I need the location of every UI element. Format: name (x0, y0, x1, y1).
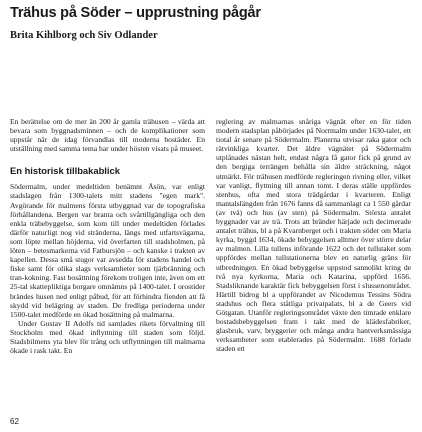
right-column (216, 117, 411, 353)
article-title: Trähus på Söder – upprustning pågår (10, 5, 261, 21)
body-paragraph: reglering av malmarnas snåriga vägnät efter en för tiden modern stadsplan påbörjades på Norrmalm under 1630-talet, ett tiotal år senare på Södermalm. Planerna utvisar raka gator och rätvinkliga kvarter. Det äldre vägnätet på Södermalm utplånades nästan helt, endast några få gator fick på grund av den bergiga terrängen behålla sin äldre sträckning, något utmärkt. För trähusen medförde regleringen rivning eller, vilket var vanligt, flyttning till annan tomt. I deras ställe uppfördes stenhus, ofta med stora trädgårdar i kvarteren. Enligt mantalslängden från 1676 fanns då sammanlagt ca 1 550 gårdar (av tvä) och hus (av sten) på Södermalm. Största antalet byggnader var av trä. Trots att bränder härjade och decimerade antalet trähus, bl a på Kvarnberget och i trakten söder om Maria kyrka, byggd 1634, ökade bebyggelsen alltmer över större delar av malmen. Lilla tullens införande 1622 och det tullstaket som uppfördes mellan tullstationerna blev en naturlig gräns för utbredningen. En ökad bebyggelse uppstod sannolikt kring de två nya kyrkorna, Maria och Katarina, uppförd 1656. Stadsliknande karaktär fick bebyggelsen först i slussenområdet. Härtill bidrog bl a uppförandet av Nicodemus Tessins Södra stadshus och flera ståtliga privatpalats, bl a de Geers vid Götgatan. Utanför regleringsområdet växte den timrade enklare bostadsbebyggelsen fram i takt med de klädesfabriker, glasbruk, varv, bryggerier och många andra hantverksmässiga verksamheter som etablerades på Södermalm. 1688 förlade staden ett (216, 117, 411, 354)
intro-paragraph: En berättelse om de mer än 200 år gamla trähusen – värda att bevara som byggnadsminnen – och de komplikationer som uppstår när de idag förvandlas till moderna bostäder. En utställning med samma tema har under hösten visats på museet. (10, 117, 205, 154)
page-number: 62 (10, 417, 19, 426)
left-column (10, 117, 205, 355)
article-authors: Brita Kihlborg och Siv Odlander (10, 30, 158, 41)
body-paragraph: Under Gustav II Adolfs tid samlades rikets förvaltning till Stockholm med ökad inflyttning till staden som följd. Stadsbilmens yta blev för trång och utflyttningen till malmarna ökade i rask takt. En (10, 318, 205, 356)
section-heading: En historisk tillbakablick (10, 165, 120, 177)
body-paragraph: Södermalm, under medeltiden benämnt Åsön, var enligt stadslagen från 1300-talets mitt stadens "egen mark". Avgörande för malmens första utbyggnad var de topografiska förhållandena. Bergen var branta och svårtillgängliga och den enkla träbebyggelse, som kom till under medeltiden förlades därför naturligt nog vid stränderna, längs med utfartsvägarna, som löpte mellan höjderna, vid överfarten till stadsholmen, på löten – betesmarkerna vid Fatbursjön – och kanske i trakten av kapellen. Dessa små stugor var avsedda för stadens handel och fiske samt för olika slags verksamheter som tjärbränning och tran-kokning. Fast bosättning förekom troligen inte, även om ett 25-tal skattepliktiga borgare omnämns på 1400-talet. I orostider brändes husen ned enligt påbud, för att förhindra fienden att få skydd vid belägring av staden. De fredliga perioderna under 1500-talet medförde en ökad bosättning på malmarna. (10, 182, 205, 319)
